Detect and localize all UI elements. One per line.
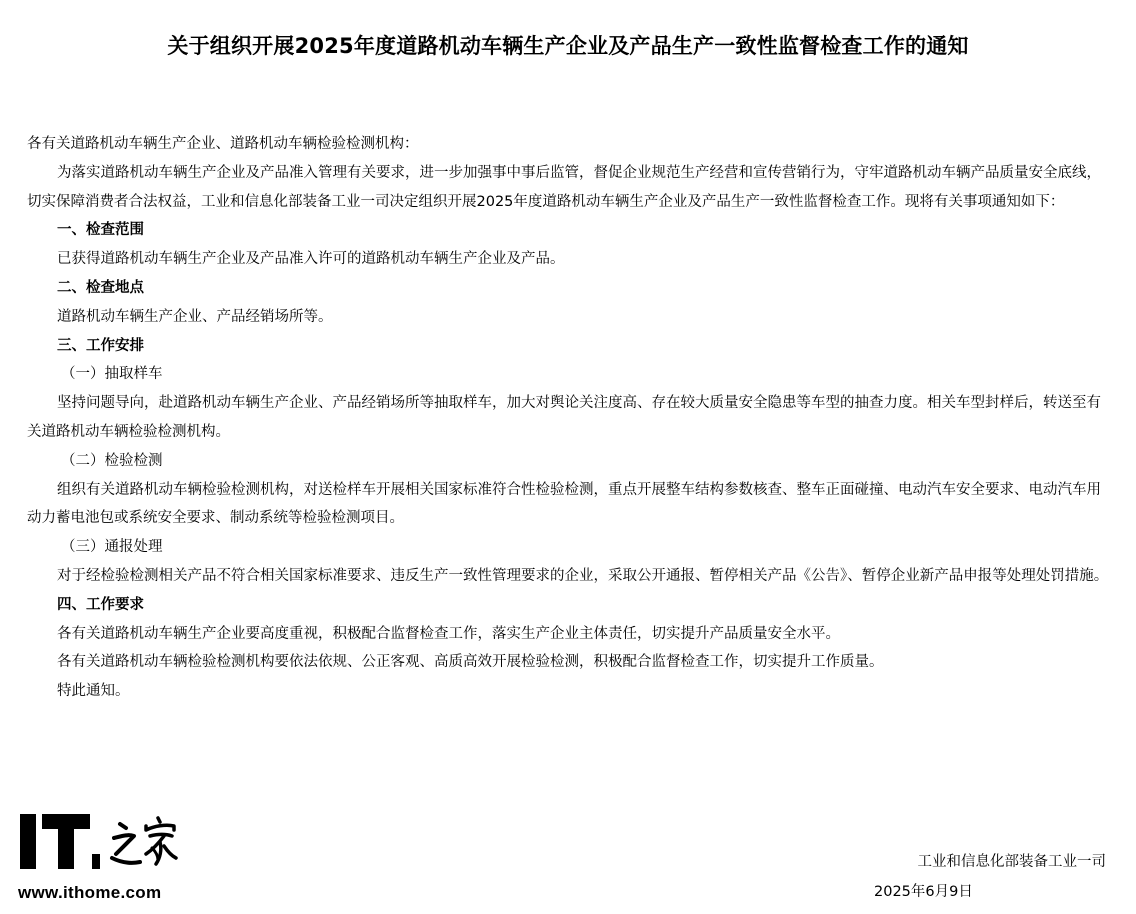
subsection-text-reporting: 对于经检验检测相关产品不符合相关国家标准要求、违反生产一致性管理要求的企业，采取公开通报、暂停相关产品《公告》、暂停企业新产品申报等处理处罚措施。 xyxy=(57,567,1109,584)
document-body xyxy=(27,130,1110,706)
document-title: 关于组织开展2025年度道路机动车辆生产企业及产品生产一致性监督检查工作的通知 xyxy=(167,34,969,58)
ithome-url: www.ithome.com xyxy=(18,883,162,902)
section-heading-scope: 一、检查范围 xyxy=(57,222,144,239)
closing-text: 特此通知。 xyxy=(57,683,130,700)
section-text-location: 道路机动车辆生产企业、产品经销场所等。 xyxy=(57,308,333,325)
intro-paragraph: 为落实道路机动车辆生产企业及产品准入管理有关要求，进一步加强事中事后监管，督促企业规范生产经营和宣传营销行为，守牢道路机动车辆产品质量安全底线，切实保障消费者合法权益，工业和信息化部装备工业一司决定组织开展2025年度道路机动车辆生产企业及产品生产一致性监督检查工作。现将有关事项通知如下： xyxy=(27,164,1101,210)
requirements-paragraph-institutions: 各有关道路机动车辆检验检测机构要依法依规、公正客观、高质高效开展检验检测，积极配合监督检查工作，切实提升工作质量。 xyxy=(57,654,884,671)
subsection-heading-sampling: （一）抽取样车 xyxy=(61,366,163,383)
signature-organization: 工业和信息化部装备工业一司 xyxy=(917,854,1106,870)
subsection-text-testing: 组织有关道路机动车辆检验检测机构，对送检样车开展相关国家标准符合性检验检测，重点开展整车结构参数核查、整车正面碰撞、电动汽车安全要求、电动汽车用动力蓄电池包或系统安全要求、制动系统等检验检测项目。 xyxy=(27,481,1101,527)
subsection-text-sampling: 坚持问题导向，赴道路机动车辆生产企业、产品经销场所等抽取样车，加大对舆论关注度高、存在较大质量安全隐患等车型的抽查力度。相关车型封样后，转送至有关道路机动车辆检验检测机构。 xyxy=(27,395,1101,440)
signature-date: 2025年6月9日 xyxy=(874,884,973,900)
requirements-paragraph-enterprises: 各有关道路机动车辆生产企业要高度重视，积极配合监督检查工作，落实生产企业主体责任，切实提升产品质量安全水平。 xyxy=(57,625,840,642)
subsection-heading-reporting: （三）通报处理 xyxy=(61,539,163,556)
section-heading-arrangement: 三、工作安排 xyxy=(57,337,144,354)
zhijia-calligraphy-icon xyxy=(112,818,176,864)
section-text-scope: 已获得道路机动车辆生产企业及产品准入许可的道路机动车辆生产企业及产品。 xyxy=(57,251,565,268)
it-letters-icon xyxy=(20,814,100,869)
subsection-heading-testing: （二）检验检测 xyxy=(61,452,163,469)
section-heading-requirements: 四、工作要求 xyxy=(57,596,144,613)
section-heading-location: 二、检查地点 xyxy=(57,279,144,296)
salutation: 各有关道路机动车辆生产企业、道路机动车辆检验检测机构： xyxy=(27,136,419,152)
